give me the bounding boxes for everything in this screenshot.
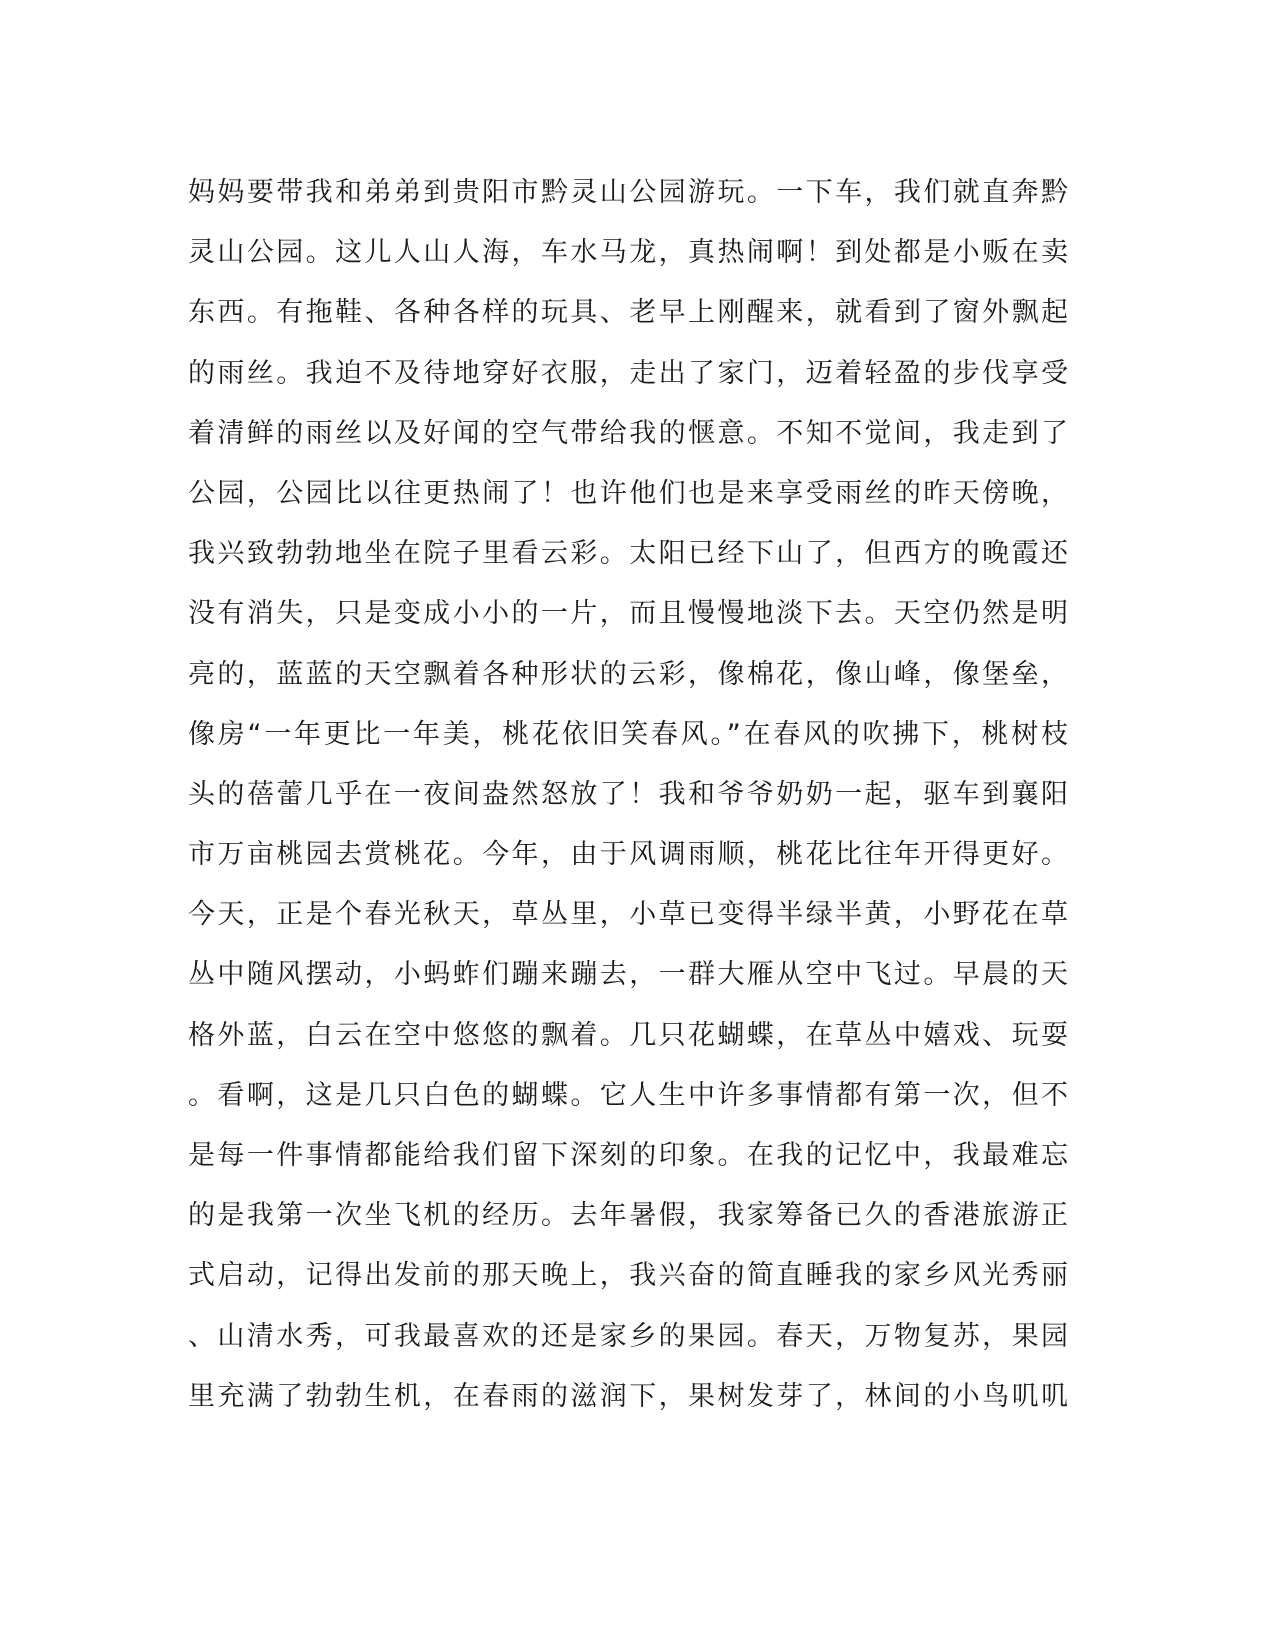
text-line: 式启动，记得出发前的那天晚上，我兴奋的简直睡我的家乡风光秀丽: [188, 1260, 1068, 1292]
body-text: [188, 163, 1068, 1427]
text-line: 东西。有拖鞋、各种各样的玩具、老早上刚醒来，就看到了窗外飘起: [188, 297, 1068, 329]
text-line: 今天，正是个春光秋天，草丛里，小草已变得半绿半黄，小野花在草: [188, 899, 1068, 931]
text-line: 亮的，蓝蓝的天空飘着各种形状的云彩，像棉花，像山峰，像堡垒，: [188, 658, 1068, 690]
text-line: 丛中随风摆动，小蚂蚱们蹦来蹦去，一群大雁从空中飞过。早晨的天: [188, 959, 1068, 991]
text-line: 我兴致勃勃地坐在院子里看云彩。太阳已经下山了，但西方的晚霞还: [188, 538, 1068, 570]
text-line: 。看啊，这是几只白色的蝴蝶。它人生中许多事情都有第一次，但不: [188, 1079, 1068, 1111]
text-line: 妈妈要带我和弟弟到贵阳市黔灵山公园游玩。一下车，我们就直奔黔: [188, 177, 1068, 208]
text-line: 里充满了勃勃生机，在春雨的滋润下，果树发芽了，林间的小鸟叽叽: [188, 1380, 1068, 1412]
text-line: 公园，公园比以往更热闹了！也许他们也是来享受雨丝的昨天傍晚，: [188, 477, 1068, 509]
text-line: 像房“一年更比一年美，桃花依旧笑春风。”在春风的吹拂下，桃树枝: [188, 718, 1068, 750]
text-line: 格外蓝，白云在空中悠悠的飘着。几只花蝴蝶，在草丛中嬉戏、玩耍: [188, 1019, 1068, 1051]
text-line: 的雨丝。我迫不及待地穿好衣服，走出了家门，迈着轻盈的步伐享受: [188, 357, 1068, 389]
text-line: 、山清水秀，可我最喜欢的还是家乡的果园。春天，万物复苏，果园: [188, 1320, 1068, 1352]
text-line: 灵山公园。这儿人山人海，车水马龙，真热闹啊！到处都是小贩在卖: [188, 237, 1068, 269]
text-line: 市万亩桃园去赏桃花。今年，由于风调雨顺，桃花比往年开得更好。: [188, 839, 1068, 871]
text-line: 的是我第一次坐飞机的经历。去年暑假，我家筹备已久的香港旅游正: [188, 1200, 1068, 1232]
text-line: 头的蓓蕾几乎在一夜间盎然怒放了！我和爷爷奶奶一起，驱车到襄阳: [188, 778, 1068, 810]
text-line: 着清鲜的雨丝以及好闻的空气带给我的惬意。不知不觉间，我走到了: [188, 417, 1068, 449]
text-line: 是每一件事情都能给我们留下深刻的印象。在我的记忆中，我最难忘: [188, 1140, 1068, 1171]
text-line: 没有消失，只是变成小小的一片，而且慢慢地淡下去。天空仍然是明: [188, 598, 1068, 630]
